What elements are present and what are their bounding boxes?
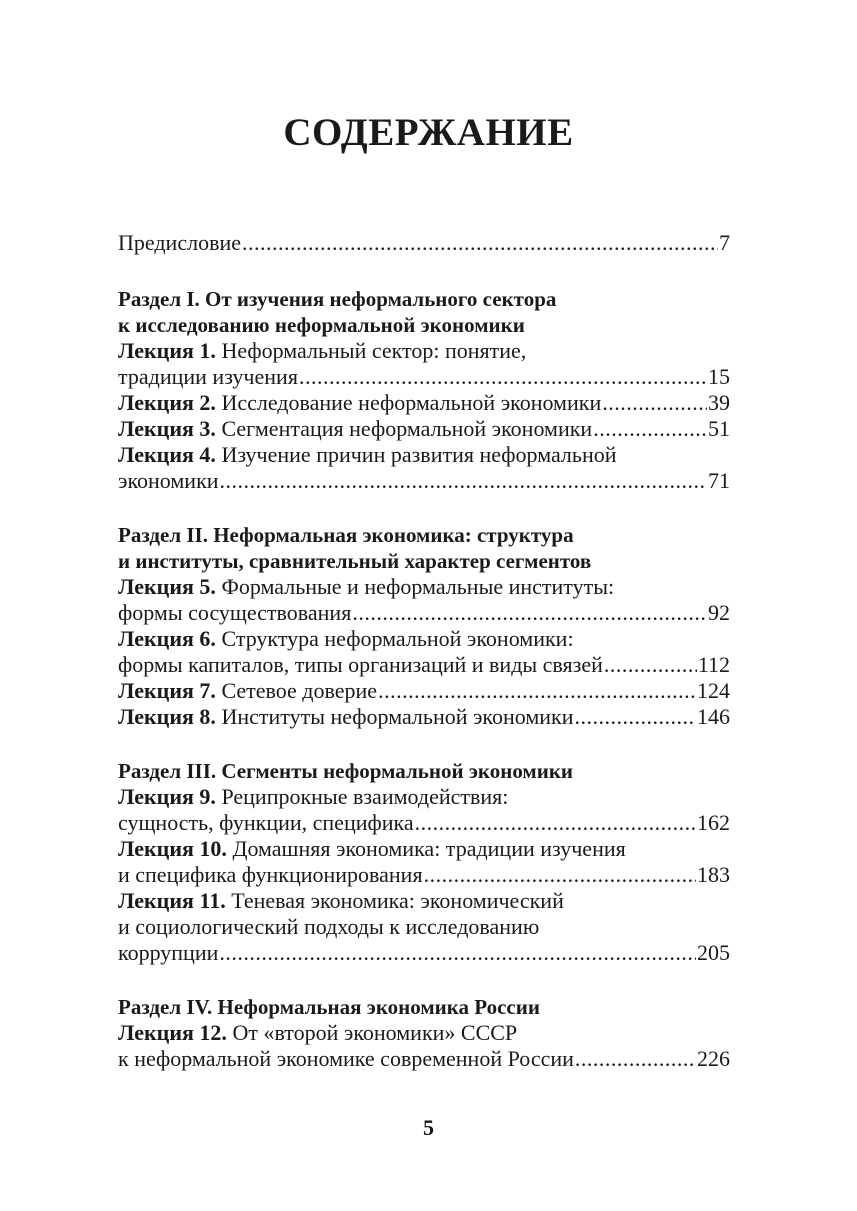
entry-text: Структура неформальной экономики: <box>215 626 574 651</box>
page-ref: 183 <box>697 862 730 887</box>
lecture-label: Лекция 1. <box>118 338 216 363</box>
page-ref: 15 <box>708 364 730 389</box>
leader-dots <box>575 1046 696 1072</box>
leader-dots <box>352 600 707 626</box>
lecture-label: Лекция 12. <box>118 1020 227 1045</box>
toc-entry-lecture-4-cont[interactable] <box>118 468 730 494</box>
entry-text: Предисловие <box>118 230 241 255</box>
section-heading-1-cont: к исследованию неформальной экономики <box>118 313 525 337</box>
entry-text: Домашняя экономика: традиции изучения <box>226 836 626 861</box>
toc-entry-lecture-6[interactable] <box>118 626 730 652</box>
toc-entry-lecture-2[interactable] <box>118 390 730 416</box>
toc-entry-lecture-7[interactable] <box>118 678 730 704</box>
entry-text: экономики <box>118 468 219 493</box>
lecture-label: Лекция 11. <box>118 888 226 913</box>
toc-entry-lecture-10-cont[interactable] <box>118 862 730 888</box>
page-title: СОДЕРЖАНИЕ <box>283 111 574 154</box>
toc-entry-lecture-4[interactable] <box>118 442 730 468</box>
page-ref: 124 <box>697 678 730 703</box>
page-ref: 71 <box>708 468 730 493</box>
entry-text: Реципрокные взаимодействия: <box>215 784 509 809</box>
leader-dots <box>219 940 696 966</box>
lecture-label: Лекция 9. <box>118 784 216 809</box>
section-heading-2-cont: и институты, сравнительный характер сегментов <box>118 549 592 573</box>
entry-text: Формальные и неформальные институты: <box>215 574 615 599</box>
lecture-label: Лекция 6. <box>118 626 216 651</box>
section-heading-3: Раздел III. Сегменты неформальной экономики <box>118 759 574 783</box>
page-ref: 7 <box>719 230 730 255</box>
entry-text: формы сосуществования <box>118 600 352 625</box>
page-ref: 162 <box>697 810 730 835</box>
page-ref: 39 <box>708 390 730 415</box>
entry-text: традиции изучения <box>118 364 298 389</box>
page-ref: 51 <box>708 416 730 441</box>
lecture-label: Лекция 5. <box>118 574 216 599</box>
entry-text: Сетевое доверие <box>215 678 378 703</box>
lecture-label: Лекция 4. <box>118 442 216 467</box>
entry-text: Изучение причин развития неформальной <box>215 442 617 467</box>
toc-entry-lecture-8[interactable] <box>118 704 730 730</box>
leader-dots <box>604 652 697 678</box>
toc-entry-lecture-9-cont[interactable] <box>118 810 730 836</box>
toc-entry-lecture-11[interactable] <box>118 888 730 914</box>
page-ref: 146 <box>697 704 730 729</box>
page-ref: 92 <box>708 600 730 625</box>
entry-text: Неформальный сектор: понятие, <box>215 338 527 363</box>
page-number: 5 <box>423 1115 434 1140</box>
entry-text: к неформальной экономике современной России <box>118 1046 574 1071</box>
entry-text: Сегментация неформальной экономики <box>215 416 593 441</box>
entry-text: и специфика функционирования <box>118 862 423 887</box>
toc-entry-lecture-5[interactable] <box>118 574 730 600</box>
entry-text: формы капиталов, типы организаций и виды связей <box>118 652 603 677</box>
leader-dots <box>575 704 696 730</box>
toc-entry-preface[interactable] <box>118 230 730 256</box>
lecture-label: Лекция 2. <box>118 390 216 415</box>
page-ref: 226 <box>697 1046 730 1071</box>
leader-dots <box>415 810 696 836</box>
toc-entry-lecture-12[interactable] <box>118 1020 730 1046</box>
leader-dots <box>593 416 707 442</box>
toc-entry-lecture-1-cont[interactable] <box>118 364 730 390</box>
entry-text: сущность, функции, специфика <box>118 810 414 835</box>
lecture-label: Лекция 7. <box>118 678 216 703</box>
entry-text: коррупции <box>118 940 219 965</box>
toc-entry-lecture-11-cont2[interactable] <box>118 940 730 966</box>
entry-text: От «второй экономики» СССР <box>226 1020 518 1045</box>
leader-dots <box>602 390 707 416</box>
toc-entry-lecture-5-cont[interactable] <box>118 600 730 626</box>
toc-entry-lecture-3[interactable] <box>118 416 730 442</box>
leader-dots <box>220 468 707 494</box>
toc-entry-lecture-1[interactable] <box>118 338 730 364</box>
section-heading-2: Раздел II. Неформальная экономика: структура <box>118 523 574 547</box>
page-ref: 205 <box>697 940 730 965</box>
leader-dots <box>299 364 707 390</box>
leader-dots <box>242 230 718 256</box>
lecture-label: Лекция 3. <box>118 416 216 441</box>
entry-text: Институты неформальной экономики <box>215 704 574 729</box>
entry-text: Теневая экономика: экономический <box>225 888 564 913</box>
lecture-label: Лекция 8. <box>118 704 216 729</box>
page-ref: 112 <box>697 652 730 677</box>
leader-dots <box>378 678 696 704</box>
leader-dots <box>424 862 696 888</box>
section-heading-1: Раздел I. От изучения неформального сектора <box>118 287 557 311</box>
toc-entry-lecture-12-cont[interactable] <box>118 1046 730 1072</box>
lecture-label: Лекция 10. <box>118 836 227 861</box>
toc-entry-lecture-11-cont[interactable]: и социологический подходы к исследованию <box>118 914 540 939</box>
toc-entry-lecture-10[interactable] <box>118 836 730 862</box>
toc-entry-lecture-6-cont[interactable] <box>118 652 730 678</box>
entry-text: Исследование неформальной экономики <box>215 390 602 415</box>
section-heading-4: Раздел IV. Неформальная экономика России <box>118 995 540 1019</box>
toc-entry-lecture-9[interactable] <box>118 784 730 810</box>
